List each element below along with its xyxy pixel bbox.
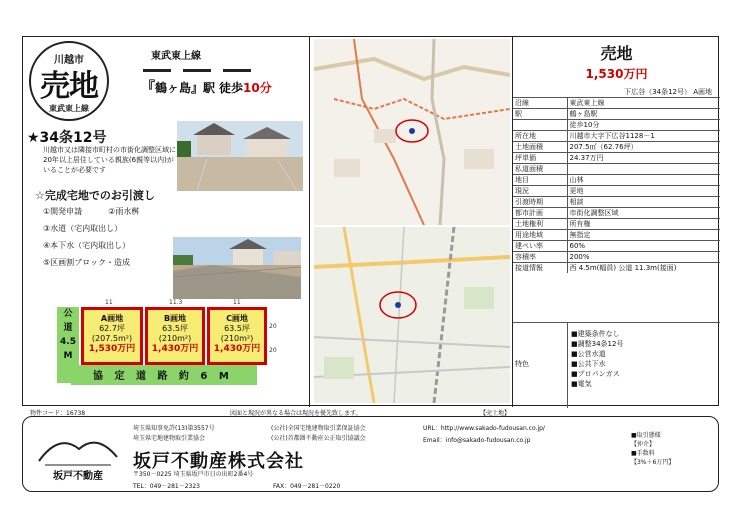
lot-tsubo: 63.5坪 [162, 324, 188, 333]
table-value [567, 164, 720, 175]
table-value: 更地 [567, 186, 720, 197]
handover-item-row [43, 220, 165, 237]
lot-price: 1,530万円 [88, 344, 136, 354]
table-value: 鶴ヶ島駅 [567, 109, 720, 120]
table-key [513, 120, 567, 131]
table-key: 私道面積 [513, 164, 567, 175]
table-value: 24.37万円 [567, 153, 720, 164]
table-key: 建ぺい率 [513, 241, 567, 252]
lot-title: ★34条12号 [27, 130, 107, 146]
handover-item: ①開発申請 [43, 207, 83, 216]
handover-item: ⑤区画割ブロック・造成 [43, 258, 131, 267]
table-value: 60% [567, 241, 720, 252]
lot-name: C画地 [226, 314, 248, 323]
association-text: (公社)首都圏不動産公正取引協議会 [271, 435, 366, 442]
table-key: 土地権利 [513, 219, 567, 230]
table-row [513, 252, 720, 263]
table-key: 土地面積 [513, 142, 567, 153]
table-row [513, 164, 720, 175]
handover-item: ④本下水（宅内取出し） [43, 241, 131, 250]
station-name: 鶴ヶ島 [155, 81, 192, 95]
features-list [571, 329, 623, 389]
lot-a[interactable] [81, 307, 143, 365]
table-row [513, 208, 720, 219]
table-row [513, 263, 720, 274]
table-value: 207.5㎡（62.76坪） [567, 142, 720, 153]
table-value: 西 4.5m(幅員) 公道 11.3m(接面) [567, 263, 720, 274]
features-section [513, 322, 720, 407]
flyer-sheet [22, 36, 719, 406]
lot-price: 1,430万円 [151, 344, 199, 354]
table-key: 坪単価 [513, 153, 567, 164]
table-value: 200% [567, 252, 720, 263]
table-row [513, 109, 720, 120]
feature-item: ■調整34条12号 [571, 340, 624, 348]
table-row [513, 219, 720, 230]
divider-stripe [143, 69, 253, 72]
dimension-label: 20 [269, 323, 277, 330]
detail-map[interactable] [314, 39, 510, 225]
info-price: 1,530万円 [585, 67, 648, 81]
left-panel [23, 37, 310, 407]
line-name: 東武東上線 [151, 51, 201, 62]
table-value: 東武東上線 [567, 98, 720, 109]
handover-item: ②雨水桝 [108, 207, 140, 216]
table-row [513, 241, 720, 252]
front-road-label: 協 定 道 路 約 6 M [93, 371, 233, 382]
bracket-close: 』駅 [191, 81, 216, 95]
walk-label: 徒歩 [219, 81, 244, 95]
dimension-label: 11 [233, 299, 241, 306]
table-key: 駅 [513, 109, 567, 120]
company-logo [35, 427, 121, 483]
logo-text: 坂戸不動産 [53, 471, 103, 482]
handover-item: ③水道（宅内取出し） [43, 224, 123, 233]
table-value: 徒歩10分 [567, 120, 720, 131]
feature-item: ■電気 [571, 380, 592, 388]
table-value: 無指定 [567, 230, 720, 241]
lot-area: (210m²) [158, 334, 192, 343]
company-name: 坂戸不動産株式会社 [133, 451, 304, 472]
dimension-label: 11 [105, 299, 113, 306]
feature-item: ■建築条件なし [571, 330, 620, 338]
property-table [513, 97, 720, 273]
association-text: 埼玉県宅地建物取引業協会 [133, 435, 206, 442]
dimension-label: 20 [269, 347, 277, 354]
fax-number: FAX：049－281－0220 [273, 483, 341, 490]
table-key: 容積率 [513, 252, 567, 263]
station-info [141, 77, 272, 97]
handover-items [43, 203, 165, 271]
handover-item-row [43, 254, 165, 271]
license-text: 埼玉県知事免許(13)第3557号 [133, 425, 215, 432]
table-key: 用途地域 [513, 230, 567, 241]
lot-b[interactable] [145, 307, 205, 365]
table-row [513, 120, 720, 131]
features-label: 特色 [515, 360, 529, 368]
handover-item-row [43, 203, 165, 220]
info-subtitle: 下広谷（34条12号） A画地 [624, 88, 712, 96]
table-row [513, 175, 720, 186]
lot-name: B画地 [163, 314, 187, 323]
table-key: 地目 [513, 175, 567, 186]
dimension-label: 11.3 [169, 299, 183, 306]
notice-text: 図面と現況が異なる場合は現況を優先致します。 [230, 410, 362, 417]
category-badge [29, 41, 109, 121]
lot-tsubo: 62.7坪 [99, 324, 125, 333]
area-map[interactable] [314, 227, 510, 403]
site-photo-2 [173, 237, 301, 299]
table-key: 沿線 [513, 98, 567, 109]
company-footer [22, 416, 719, 492]
info-title: 売地 [600, 44, 633, 63]
table-key: 引渡時期 [513, 197, 567, 208]
deal-label: ■取引態様 [631, 432, 661, 439]
lot-price: 1,430万円 [213, 344, 261, 354]
lot-tsubo: 63.5坪 [224, 324, 250, 333]
handover-item-row [43, 237, 165, 254]
handover-title: ☆完成宅地でのお引渡し [35, 189, 155, 202]
table-row [513, 131, 720, 142]
divider [567, 323, 568, 408]
info-panel [513, 37, 720, 407]
badge-main: 売地 [40, 69, 98, 104]
table-key: 都市計画 [513, 208, 567, 219]
table-row [513, 153, 720, 164]
deal-value: 【仲介】 [631, 441, 656, 448]
property-code: 物件コード：16738 [30, 410, 86, 417]
email-link[interactable]: Email：info@sakado-fudousan.co.jp [423, 437, 531, 444]
association-text: (公社)全国宅地建物取引業保証協会 [271, 425, 366, 432]
table-value: 川越市大字下広谷1128－1 [567, 131, 720, 142]
website-link[interactable]: URL：http://www.sakado-fudousan.co.jp/ [423, 425, 545, 432]
table-row [513, 98, 720, 109]
table-key: 所在地 [513, 131, 567, 142]
table-value: 山林 [567, 175, 720, 186]
table-row [513, 230, 720, 241]
feature-item: ■公営水道 [571, 350, 606, 358]
table-row [513, 142, 720, 153]
lot-area: (210m²) [220, 334, 254, 343]
company-address: 〒350－0225 埼玉県坂戸市日の出町2番4号 [133, 471, 254, 478]
lot-c[interactable] [207, 307, 267, 365]
fee-value: 【3%＋6万円】 [631, 459, 675, 466]
side-road-label: 公 道 4.5 M [60, 309, 76, 361]
table-key: 接道情報 [513, 263, 567, 274]
phone-number: TEL：049－281－2323 [133, 483, 200, 490]
badge-city: 川越市 [54, 55, 84, 66]
map-panel [310, 37, 513, 407]
fee-label: ■手数料 [631, 450, 655, 457]
table-value: 相談 [567, 197, 720, 208]
site-photo-1 [177, 121, 303, 191]
table-key: 現況 [513, 186, 567, 197]
table-row [513, 197, 720, 208]
sale-tag: 【売土地】 [480, 410, 511, 417]
feature-item: ■プロパンガス [571, 370, 620, 378]
table-value: 市街化調整区域 [567, 208, 720, 219]
table-row [513, 186, 720, 197]
lot-area: (207.5m²) [91, 334, 133, 343]
feature-item: ■公共下水 [571, 360, 606, 368]
badge-line: 東武東上線 [49, 104, 89, 113]
transaction-info [631, 431, 674, 467]
residency-note: 川越市又は隣接市町村の市街化調整区域に20年以上居住している親族(6親等以内)がいることが必要です [43, 146, 176, 174]
lot-name: A画地 [100, 314, 124, 323]
table-value: 所有権 [567, 219, 720, 230]
walk-minutes: 10分 [243, 81, 272, 95]
bracket-open: 『 [141, 80, 155, 96]
plot-layout [29, 299, 305, 407]
